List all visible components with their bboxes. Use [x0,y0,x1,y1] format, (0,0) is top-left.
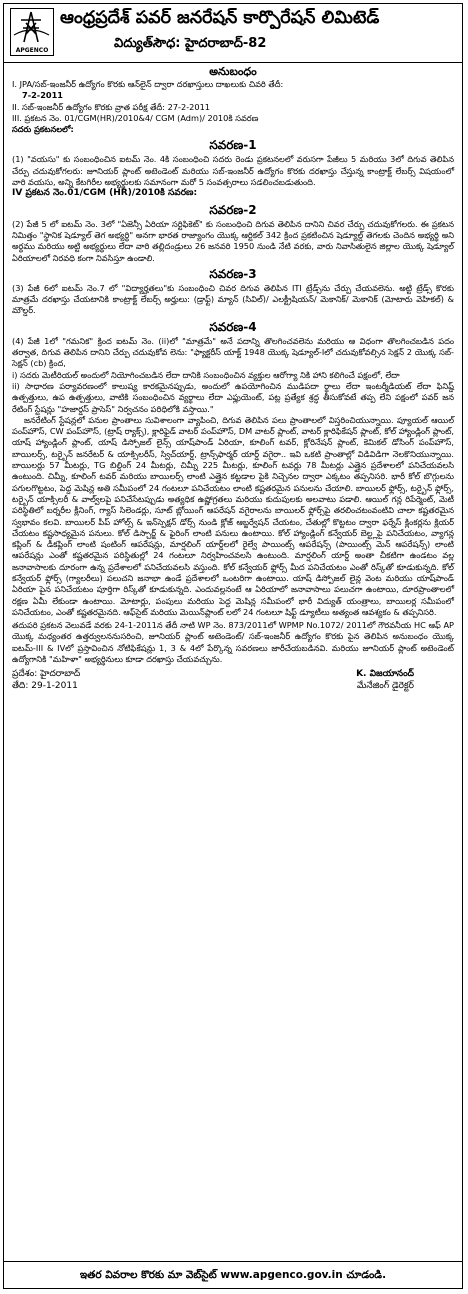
advertisement-frame [3,3,463,1289]
signatory-designation: మేనేజింగ్ డైరెక్టర్ [356,681,414,692]
annexure-heading: అనుబంధం [209,65,257,78]
pylon-icon [11,9,52,45]
intro-line-4: III. ప్రకటన నెం. 01/CGM(HR)/2010&4/ CGM (Adm)/ 2010కి సవరణ [12,112,259,123]
intro-line-1: I. JPA/సబ్-ఇంజనీర్ ఉద్యోగం కొరకు ఆన్‌లైన్ ద్వారా దరఖాస్తులు దాఖలుకు చివరి తేదీ: [12,79,284,89]
intro-line-2: 7-2-2011 [22,90,63,101]
amendment-4-text-4: జనరేటింగ్ స్టేషన్లలో పనుల ప్రాంతాలు సువిశాలంగా వ్యాపించి, దిగువ తెలిపిన పలు ప్రాంతాలలో విస్తరించియున్నాయి. ప్యూయల్ ఆయిల్ పంప్‌హౌస్, CW పంప్‌హౌస్, (ట్రాష్ ర్యాక్స్), క్లారిఫైడ్ వాటర్ పంప్‌హౌస్, DM వాటర్ ప్లాంట్, వాటర్ క్లారిఫికేషన్ ప్లాంట్, కోల్ హ్యాండ్లింగ్ ప్లాంట్, యాష్ హ్యాండ్లింగ్ ప్లాంట్, యాష్ డిస్పోజల్ లైన్స్ యాష్‌పాండ్ ఏరియా, కూలింగ్ టవర్, క్లోరినేషన్ ప్లాంట్, కెమికల్ డోసింగ్ పంప్‌హౌస్, బాయిలర్స్, టర్బైన్ జనరేటర్ & యాక్సిలరీస్, స్విచ్‌యార్డ్, ట్రాన్స్‌ఫార్మర్ యార్డ్ వగైరా.. ఇవి ఒకటి ప్రాంతాల్లో విడివిడిగా నెలకొనియున్నాయి. బాయిలర్లు 57 మీటర్లు, TG బిల్డింగ్ 24 మీటర్లు, చిమ్నీ 225 మీటర్లు, కూలింగ్ టవర్లు 78 మీటర్లు ఎత్తైన ప్రదేశాలలో పనిచేయవలసి ఉంటుంది. చిమ్నీ, కూలింగ్ టవర్ మరియు బాయిలర్స్ లాంటి ఎత్తైన కట్టడాల పైకి నిచ్చెనల ద్వారా ఎక్కటం తప్పనిసరి. భారీ కోల్ బొగ్గులను పగులగొట్టటం, పెద్ద మెషిన్ల అతి సమీపంలో 24 గంటలూ పనిచేయటం లాంటి కష్టతరమైన పనులను చేయాలి. బాయిలర్ ఫ్లోర్స్, టర్బైన్ ఫ్లోర్స్, టర్బైన్ యాక్సిలరీ & వాల్వ్‌లపై పనిచేసేటప్పుడు అత్యధిక ఉష్ణోగ్రతలు మరియు కుదుపులకు అలవాటు పడాలి. ఆయిల్ గన్ల రిపేర్మెంట్, మెటీ పరిస్థితిలో బర్నరీల క్లీనింగ్, గ్యాస్ సిలెండర్లు, సూట్ బ్లోయింగ్ ఆపరేషన్ వగైరాలను బాయిలర్ ఫ్లోర్స్‌పై తరలించటంవంటివి చాలా కష్టతరమైన స్వభావం కలవి. బాయిలర్ పీప్ హోల్స్ & ఇన్‌స్పెక్షన్ డోర్స్ నుండి క్లోజ్ ఆబ్జర్వేషన్ చేయటం, చేతుల్లో కొట్టటం ద్వారా ఫర్నేస్ క్లింకర్లను క్లియర్ చేయటం కష్టసాధ్యమైన పనులు. కోల్ డిస్చార్జ్ & ఫైరింగ్ లాంటి పనులు ఉంటాయి. కోల్ హ్యాండ్లింగ్ కన్వేయర్ బెల్ట్లపై పనిచేయటం, వ్యాగన్ల కప్లింగ్ & డీకప్లింగ్ లాంటి షంటింగ్ ఆపరేషన్లు, మార్షలింగ్ యార్డ్‌లలో రైల్వే పాయింట్స్ ఆపరేషన్స్ (పాయింట్స్ మెన్ ఆపరేషన్స్) లాంటి ఆపరేషన్లు ఎంతో కష్టతరమైన పరిస్థితుల్లో 24 గంటలూ నిర్వహించవలసి ఉంటుంది. మార్షలింగ్ యార్డ్ అంతా చీకటిగా ఉండటం వల్ల జనావాసాలకు దూరంగా ఉన్న ప్రదేశాలలో పనిచేయవలసి వస్తుంది. కోల్ కన్వేయర్ ఫ్లోర్స్ మీద పనిచేయటం ఎంతో రిస్క్‌తో కూడుకున్నది. కోల్ కన్వేయర్ ఫ్లోర్స్ (గ్యాలరీలు) పలుచని జనాభా ఉండే ప్రదేశాలలో ఒంటరిగా ఉంటాయి. యాష్ డిస్పోజల్ లైన్ల వెంట మరియు యాష్‌పాండ్ ఏరియా పైన పనిచేయటం పూర్తిగా రిస్క్‌తో కూడుకున్నది. ఎందువల్లనంటే ఆ ఏరియాలో జనావాసాలు పలుచగా ఉంటాయి, దూరప్రాంతాలలో రక్షణ ఏమీ లేకుండా ఉంటాయి. మోటార్లు, పంపులు మరియు పెద్ద మెషిన్ల సమీపంలో భారీ విద్యుత్ యంత్రాలు, బాయిలర్ల సమీపంలో పనిచేయటం, ఎంతో కష్టతరమైనది. ఆఫ్‌సైట్ మరియు మెయిన్‌ప్లాంట్ లలో 24 గంటలూ షిఫ్ట్ డ్యూటీలు అత్యంత ఆవశ్యకం & తప్పనిసరి. [12,414,454,617]
lead-line: సదరు ప్రకటనలలో: [12,124,74,135]
signature-row-1 [12,668,454,680]
amendment-1-text: (1) "వయసు" కు సంబంధించిన ఐటమ్ నెం. 4కి సంబంధించి సదరు రెండు ప్రకటనలలో వరుసగా పేజీలు 5 మరియు 3లో దిగువ తెలిపిన చేర్పు చదువుకోగలరు: జూనియర్ ప్లాంట్ అటెండెంట్ మరియు సబ్-ఇంజనీర్ ఉద్యోగం కొరకు దరఖాస్తు చేస్తున్న కాంట్రాక్ట్ లేబర్స్ విషయంలో వారి వయసు, అన్ని కేటగిరీల అభ్యర్థులకు సమానంగా మరో 5 సంవత్సరాలు సడలించబడుతుంది. [12,154,454,188]
footer-website-line: ఇతర వివరాల కొరకు మా వెబ్‌సైట్ www.apgenco.gov.in చూడండి. [4,1261,462,1288]
amendment-4-text-2: i) సదరు మెటీరియల్ అందులో నియోగించబడిన లేదా దానికి సంబంధించిన వ్యక్తుల ఆరోగ్యా నికి హాని కలిగించే పక్షంలో, లేదా [12,369,400,380]
logo-text: APGENCO [15,47,49,54]
amendment-4-text-3: ii) సాధారణ పర్యావరణంలో కాలుష్య కారకమైనప్పుడు, అందులో ఉపయోగించిన ముడిపదా ర్థాలు లేదా ఇంటర్మీడియట్ లేదా ఫినిష్డ్ ఉత్పత్తులు, ఉప ఉత్పత్తులు, వాటికి సంబంధించిన వ్యర్థాలు లేదా ఎఫ్లుయెంట్, పట్ల ప్రత్యేక శ్రద్ధ తీసుకోవటే తప్ప లేని పక్షంలో పవర్ జన రేటింగ్ స్టేషన్లు "హజార్డస్ ప్రాసెస్" నిర్వచనం పరిధిలోకి వస్తాయి." [12,380,454,414]
notification-iv-heading: IV ప్రకటన నెం.01/CGM (HR)/2010కి సవరణ: [12,188,198,199]
amendment-1-title: సవరణ-1 [209,138,257,153]
place-label: ప్రదేశం: హైదరాబాద్ [12,669,81,680]
notice-body [4,63,462,692]
header [4,4,462,63]
signatory-name: K. విజయానంద్ [356,669,414,680]
organization-address: విద్యుత్‌సౌధ: హైదరాబాద్-82 [114,36,267,51]
apgenco-logo [10,8,54,56]
amendment-4-text-1: (4) పేజీ 1లో "గమనిక" క్రింద ఐటమ్ నెం. (ii)లో "మాత్రమే" అనే పదాన్ని తొలగించవలెను మరియు ఆ విధంగా తొలగించబడిన పదం తర్వాత, దిగువ తెలిపిన దానిని చేర్పు చదువుకోవ లెను: "ఫ్యాక్టరీస్ యాక్ట్ 1948 యొక్క షెడ్యూల్-Iలో చదువుకోవల్సిన సెక్షన్ 2 యొక్క సబ్-సెక్షన్ (cb) క్రింద, [12,335,454,369]
amendment-4-title: సవరణ-4 [209,319,257,334]
organization-title: ఆంధ్రప్రదేశ్ పవర్ జనరేషన్ కార్పొరేషన్ లిమిటెడ్ [60,8,380,28]
amendment-2-text: (2) పేజీ 5 లో ఐటమ్ నెం. 3లో "ఏజెన్సీ ఏరియా సర్టిఫికెట్" కు సంబంధించి దిగువ తెలిపిన దానిని చివర చేర్పు చదువుకోగలరు. ఈ ప్రకటన నిమిత్తం "స్థానిక షెడ్యూల్ తెగ అభ్యర్థి" అనగా భారత రాజ్యాంగం యొక్క ఆర్టికల్ 342 క్రింద ప్రకటించిన షెడ్యూల్డ్ తెగలకు చెందిన అభ్యర్థి అని అర్థము మరియు అట్టి అభ్యర్థులు లేదా వారి తల్లిదండ్రులు 26 జనవరి 1950 నుండి నేటి వరకు, వారు నివాసితులైన జిల్లాల యొక్క షెడ్యూల్ ఏరియాలలో నిరవధి కంగా నివసిస్తూ ఉండాలి. [12,218,454,263]
amendment-2-title: సవరణ-2 [209,202,257,217]
intro-line-3: II. సబ్-ఇంజనీర్ ఉద్యోగం కొరకు వ్రాత పరీక్ష తేదీ: 27-2-2011 [12,101,210,112]
date-label: తేది: 29-1-2011 [12,681,78,692]
signature-row-2 [12,680,454,692]
amendment-3-text: (3) పేజీ 6లో ఐటమ్ నెం.7 లో "విద్యార్హతలు"కు సంబంధించి చివర దిగువ తెలిపిన ITI ట్రేడ్స్‌ను చేర్పు చేయవలెను. అట్టి ట్రేడ్స్ కొరకు మాత్రమే దరఖాస్తు చేయటానికి కాంట్రాక్ట్ లేబర్స్ అర్హులు: (డ్రాఫ్ట్) మ్యాన్ (సివిల్)/ ఎలక్ట్రీషియన్/ మెకానిక్/ మెకానిక్ (మోటారు వెహికల్) & మౌల్డర్. [12,282,454,316]
amendment-3-title: సవరణ-3 [209,266,257,281]
closing-paragraph: తదుపరి ప్రకటన వెలువడే వరకు 24-1-2011న తేదీ నాటి WP నెం. 873/2011లో WPMP No.1072/ 2011లో గౌరవనీయ HC ఆఫ్ AP యొక్క మధ్యంతర ఉత్తర్వులననుసరించి, జూనియర్ ప్లాంట్ అటెండెంట్/ సబ్-ఇంజనీర్ ఉద్యోగం కొరకు పైన తెలిపిన అనుబంధం యొక్క ఐటమ్-III & IVలో ప్రస్తావించిన నోటిఫికేషన్లు 1, 3 & 4లో పేర్కొన్న సవరణలు జారీచేయబడినవి. మరియు జూనియర్ ప్లాంట్ అటెండెంట్ ఉద్యోగానికి "మహిళా" అభ్యర్థినులు కూడా దరఖాస్తు చేయవచ్చును. [12,620,454,665]
